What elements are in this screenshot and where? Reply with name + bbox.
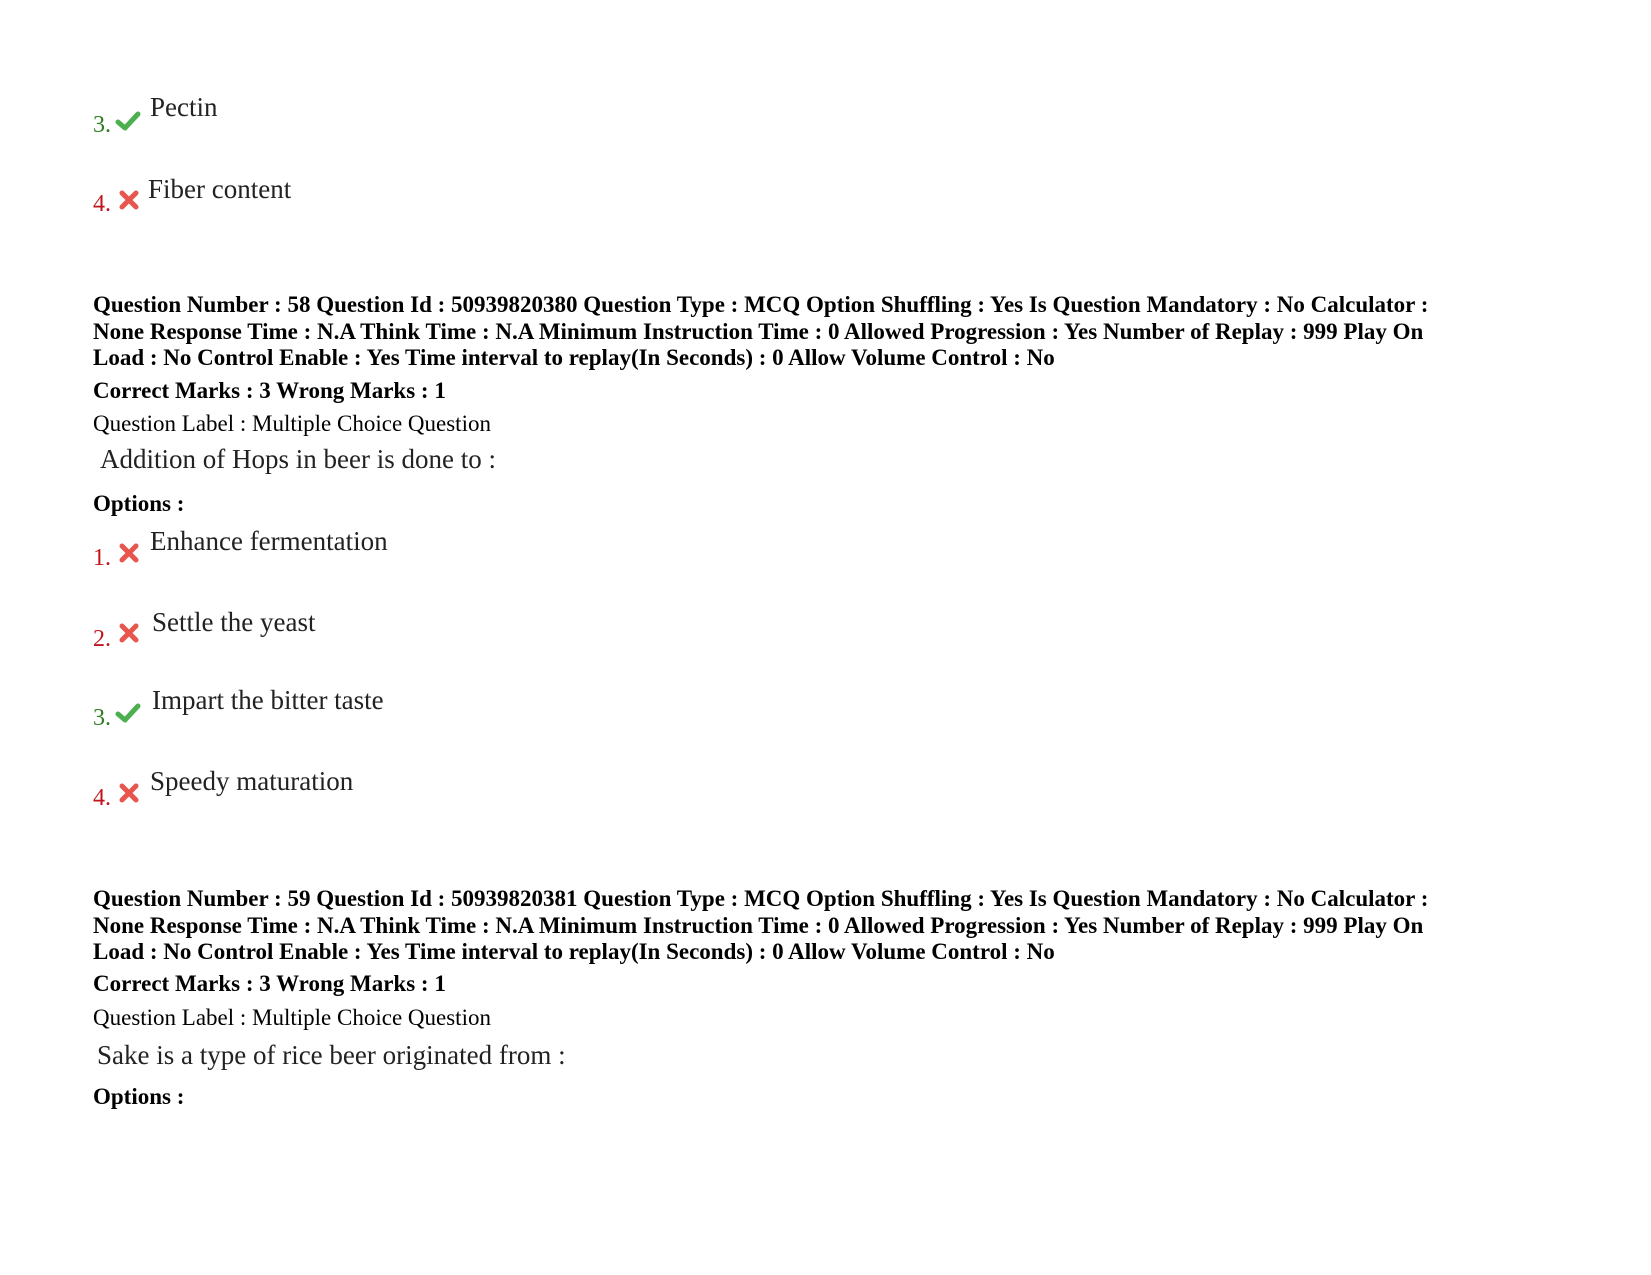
options-heading: Options :: [93, 491, 185, 516]
option-text: Impart the bitter taste: [152, 685, 384, 715]
cross-icon: [116, 620, 142, 646]
question-marks: Correct Marks : 3 Wrong Marks : 1: [93, 378, 446, 403]
option-text: Fiber content: [148, 174, 292, 204]
question-meta-line: None Response Time : N.A Think Time : N.A Minimum Instruction Time : 0 Allowed Progression : Yes Number of Replay : 999 Play On: [93, 319, 1424, 344]
question-meta-line: Load : No Control Enable : Yes Time interval to replay(In Seconds) : 0 Allow Volume Control : No: [93, 345, 1055, 370]
option-text: Pectin: [150, 92, 218, 122]
question-label: Question Label : Multiple Choice Question: [93, 1005, 491, 1030]
cross-icon: [116, 780, 142, 806]
option-number: 4.: [93, 191, 111, 217]
question-meta-line: None Response Time : N.A Think Time : N.A Minimum Instruction Time : 0 Allowed Progression : Yes Number of Replay : 999 Play On: [93, 913, 1424, 938]
question-text: Sake is a type of rice beer originated from :: [97, 1040, 566, 1070]
question-meta-line: Question Number : 59 Question Id : 50939820381 Question Type : MCQ Option Shuffling : Yes Is Question Mandatory : No Calculator :: [93, 886, 1429, 911]
question-text: Addition of Hops in beer is done to :: [100, 444, 496, 474]
question-marks: Correct Marks : 3 Wrong Marks : 1: [93, 971, 446, 996]
cross-icon: [116, 540, 142, 566]
option-text: Speedy maturation: [150, 766, 354, 796]
question-meta-line: Load : No Control Enable : Yes Time interval to replay(In Seconds) : 0 Allow Volume Control : No: [93, 939, 1055, 964]
option-number: 3.: [93, 112, 111, 138]
options-heading: Options :: [93, 1084, 185, 1109]
question-meta-line: Question Number : 58 Question Id : 50939820380 Question Type : MCQ Option Shuffling : Yes Is Question Mandatory : No Calculator :: [93, 292, 1429, 317]
check-icon: [115, 108, 141, 134]
check-icon: [115, 700, 141, 726]
option-number: 2.: [93, 626, 111, 652]
question-label: Question Label : Multiple Choice Question: [93, 411, 491, 436]
option-number: 1.: [93, 545, 111, 571]
option-text: Enhance fermentation: [150, 526, 388, 556]
option-text: Settle the yeast: [152, 607, 316, 637]
option-number: 3.: [93, 705, 111, 731]
cross-icon: [116, 187, 142, 213]
option-number: 4.: [93, 785, 111, 811]
